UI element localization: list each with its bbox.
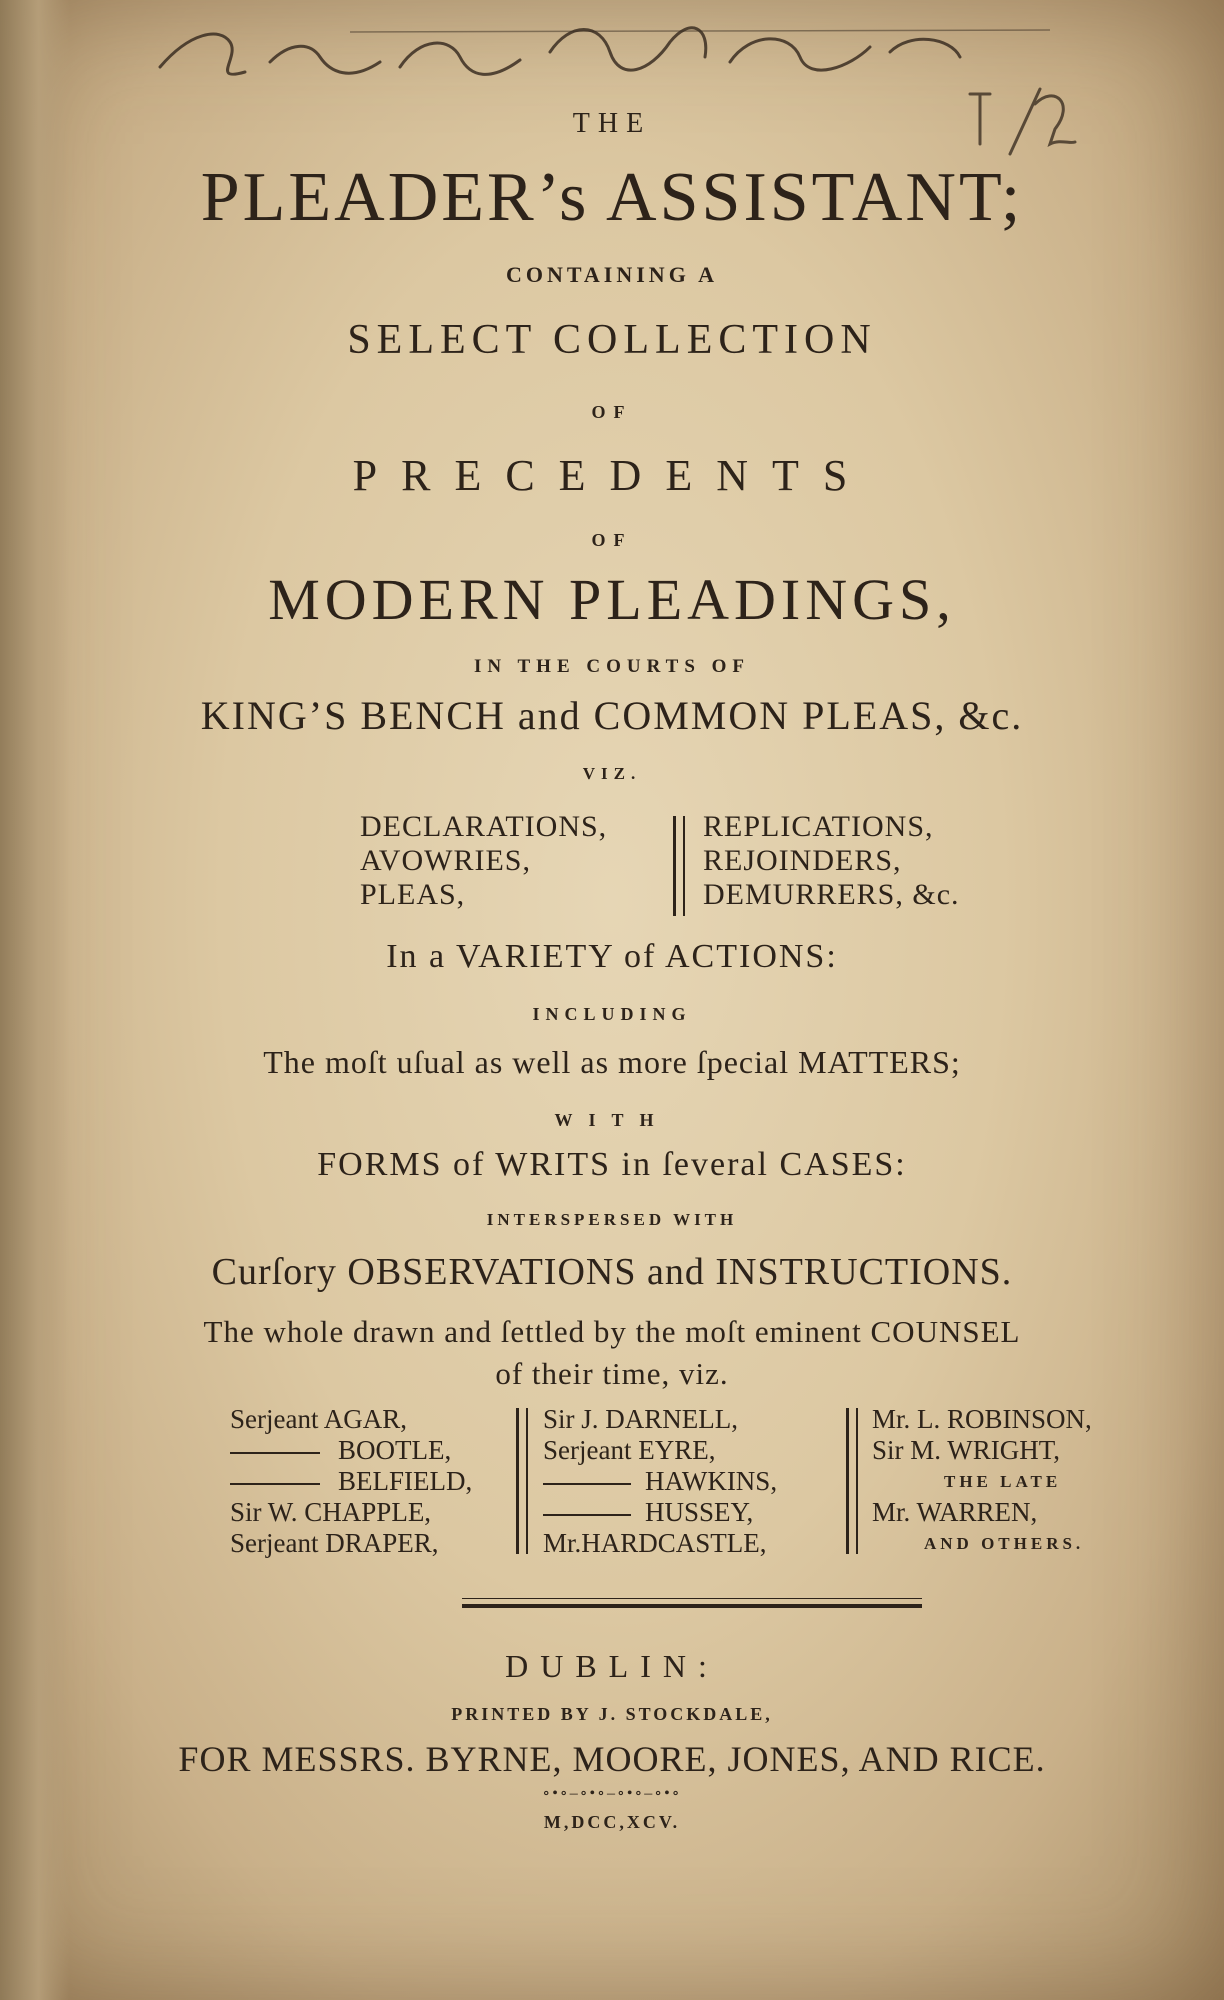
counsel-entry: Sir M. WRIGHT, (872, 1435, 1060, 1465)
counsel-column-2 (543, 1404, 777, 1559)
imprint-printed-by: PRINTED BY J. STOCKDALE, (451, 1704, 773, 1724)
in-the-courts: IN THE COURTS OF (473, 656, 751, 677)
interspersed-line: INTERSPERSED WITH (486, 1210, 738, 1229)
variety-line: In a VARIETY of ACTIONS: (386, 938, 838, 975)
forms-line: FORMS of WRITS in ſeveral CASES: (317, 1146, 907, 1183)
whole-drawn-line: The whole drawn and ſettled by the moſt eminent COUNSEL (203, 1314, 1021, 1349)
counsel-divider-1 (516, 1408, 519, 1554)
counsel-entry: HAWKINS, (543, 1466, 777, 1497)
title-assistant: ASSISTANT; (606, 159, 1024, 236)
pleading-item: REPLICATIONS, (703, 810, 934, 843)
imprint-year: M,DCC,XCV. (543, 1812, 681, 1832)
pleading-item: AVOWRIES, (360, 844, 531, 877)
counsel-entry: HUSSEY, (543, 1497, 777, 1528)
pleadings-divider-inner (683, 816, 685, 916)
pleadings-divider (673, 816, 676, 916)
counsel-entry: THE LATE (944, 1472, 1062, 1491)
of-their-time-line: of their time, viz. (495, 1356, 729, 1391)
counsel-divider-2 (846, 1408, 849, 1554)
ditto-dash (543, 1483, 631, 1485)
viz-line: VIZ. (582, 764, 642, 783)
title-the: THE (572, 108, 652, 139)
ditto-dash (543, 1514, 631, 1516)
ditto-dash (230, 1483, 320, 1485)
containing-line: CONTAINING A (505, 262, 718, 287)
imprint-city: DUBLIN: (505, 1648, 719, 1684)
cursory-line: Curſory OBSERVATIONS and INSTRUCTIONS. (211, 1251, 1013, 1293)
modern-pleadings: MODERN PLEADINGS, (268, 567, 956, 632)
precedents: PRECEDENTS (352, 451, 872, 500)
pleading-item: DEMURRERS, &c. (703, 878, 960, 911)
of-line-2: OF (591, 530, 633, 550)
usual-line: The moſt uſual as well as more ſpecial MATTERS; (263, 1044, 961, 1080)
with-line: WITH (554, 1110, 670, 1130)
ornament-rule-icon: ∘•∘–∘•∘–∘•∘–∘•∘ (542, 1785, 682, 1802)
kings-bench-line: KING’S BENCH and COMMON PLEAS, &c. (200, 693, 1024, 738)
spine-edge (0, 0, 70, 2000)
counsel-entry: Sir J. DARNELL, (543, 1404, 739, 1434)
counsel-entry: Sir W. CHAPPLE, (230, 1497, 432, 1527)
ditto-dash (230, 1452, 320, 1454)
pleading-item: REJOINDERS, (703, 844, 902, 877)
counsel-entry: Serjeant DRAPER, (230, 1528, 439, 1558)
imprint-for-messrs: FOR MESSRS. BYRNE, MOORE, JONES, AND RICE. (178, 1739, 1046, 1779)
divider-rule-thin (462, 1598, 922, 1599)
counsel-entry: AND OTHERS. (924, 1534, 1085, 1553)
counsel-entry: Mr.HARDCASTLE, (543, 1528, 767, 1558)
counsel-entry: Serjeant AGAR, (230, 1404, 407, 1434)
of-line-1: OF (591, 402, 633, 422)
counsel-entry: Mr. WARREN, (872, 1497, 1038, 1527)
including-line: INCLUDING (532, 1004, 692, 1024)
counsel-column-1 (230, 1404, 472, 1559)
pleading-item: PLEAS, (360, 878, 466, 911)
pleadings-left-column (360, 810, 607, 912)
select-collection: SELECT COLLECTION (347, 317, 877, 363)
counsel-entry: BOOTLE, (230, 1435, 472, 1466)
counsel-divider-1-inner (526, 1408, 528, 1554)
divider-rule (462, 1604, 922, 1608)
pleading-item: DECLARATIONS, (360, 810, 608, 843)
counsel-entry: Mr. L. ROBINSON, (872, 1404, 1092, 1434)
title-main (0, 158, 1224, 238)
title-pleaders: PLEADER’s (200, 159, 590, 236)
counsel-entry: BELFIELD, (230, 1466, 472, 1497)
pleadings-right-column (703, 810, 960, 912)
counsel-column-3 (872, 1404, 1092, 1559)
counsel-divider-2-inner (856, 1408, 858, 1554)
counsel-entry: Serjeant EYRE, (543, 1435, 716, 1465)
